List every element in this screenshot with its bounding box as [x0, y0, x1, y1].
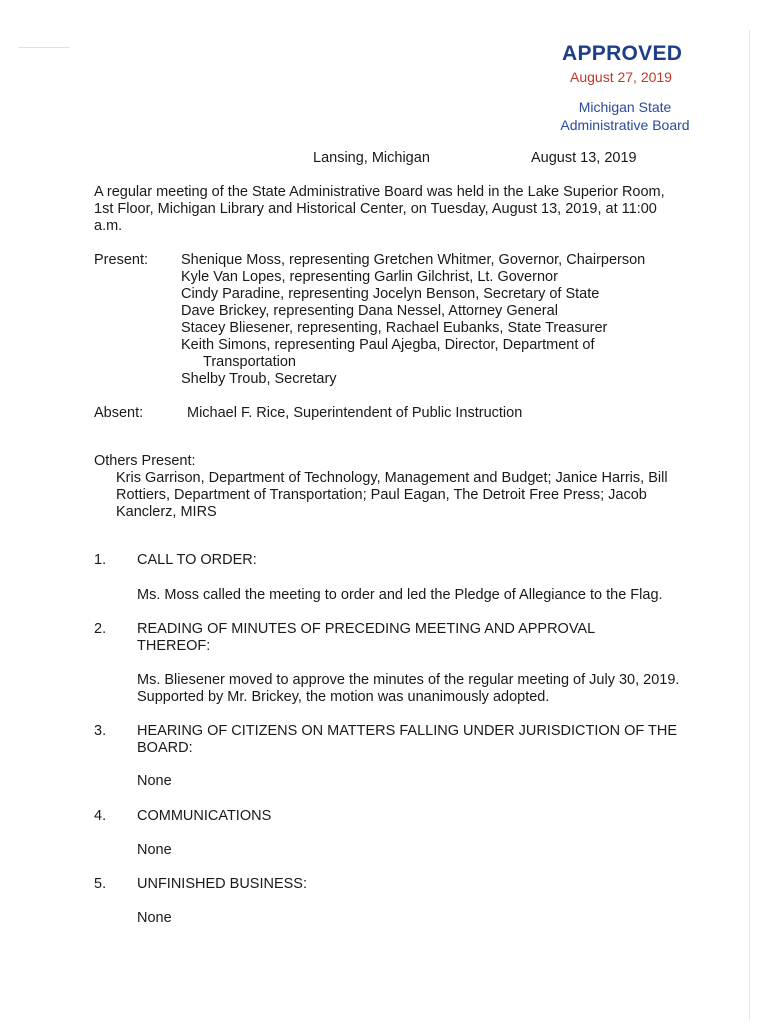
present-member: Kyle Van Lopes, representing Garlin Gilchrist, Lt. Governor: [181, 269, 558, 285]
intro-paragraph: [94, 184, 665, 235]
others-line: Rottiers, Department of Transportation; Paul Eagan, The Detroit Free Press; Jacob: [116, 487, 647, 503]
present-member: Shenique Moss, representing Gretchen Whitmer, Governor, Chairperson: [181, 252, 646, 268]
item-body: [137, 672, 679, 706]
scan-mark: [18, 47, 70, 48]
present-member: Cindy Paradine, representing Jocelyn Benson, Secretary of State: [181, 286, 600, 302]
item-body-line: Ms. Bliesener moved to approve the minutes of the regular meeting of July 30, 2019.: [137, 672, 680, 688]
others-label: Others Present:: [94, 453, 196, 469]
intro-line: a.m.: [94, 218, 123, 234]
approved-stamp: APPROVED: [562, 42, 683, 65]
item-number: 4.: [94, 808, 107, 824]
others-line: Kanclerz, MIRS: [116, 504, 217, 520]
present-member: Keith Simons, representing Paul Ajegba, Director, Department of: [181, 337, 595, 353]
approving-body-line1: Michigan State: [578, 99, 672, 115]
approving-body-line2: Administrative Board: [560, 117, 690, 133]
item-body: None: [137, 910, 172, 926]
item-heading: UNFINISHED BUSINESS:: [137, 876, 307, 892]
present-member: Dave Brickey, representing Dana Nessel, Attorney General: [181, 303, 558, 319]
item-heading: [137, 723, 677, 757]
others-line: Kris Garrison, Department of Technology, Management and Budget; Janice Harris, Bill: [116, 470, 668, 486]
item-body: None: [137, 773, 172, 789]
item-heading-line: HEARING OF CITIZENS ON MATTERS FALLING UNDER JURISDICTION OF THE: [137, 723, 678, 739]
absent-label: Absent:: [94, 405, 144, 421]
absent-member: Michael F. Rice, Superintendent of Public Instruction: [187, 405, 523, 421]
item-body-line: Supported by Mr. Brickey, the motion was unanimously adopted.: [137, 689, 550, 705]
meeting-date: August 13, 2019: [531, 150, 637, 166]
item-heading: COMMUNICATIONS: [137, 808, 272, 824]
item-body: None: [137, 842, 172, 858]
item-body: Ms. Moss called the meeting to order and led the Pledge of Allegiance to the Flag.: [137, 587, 663, 603]
present-label: Present:: [94, 252, 148, 268]
item-number: 5.: [94, 876, 107, 892]
present-member: Shelby Troub, Secretary: [181, 371, 337, 387]
item-heading-line: BOARD:: [137, 740, 193, 756]
others-list: [116, 470, 668, 521]
item-heading: [137, 621, 595, 655]
item-number: 2.: [94, 621, 107, 637]
present-member: Stacey Bliesener, representing, Rachael Eubanks, State Treasurer: [181, 320, 608, 336]
item-number: 3.: [94, 723, 107, 739]
item-heading: CALL TO ORDER:: [137, 552, 257, 568]
intro-line: A regular meeting of the State Administrative Board was held in the Lake Superior Room,: [94, 184, 665, 200]
present-list: [181, 252, 645, 388]
item-heading-line: THEREOF:: [137, 638, 211, 654]
page-edge: [749, 30, 750, 1020]
intro-line: 1st Floor, Michigan Library and Historical Center, on Tuesday, August 13, 2019, at 11:00: [94, 201, 657, 217]
present-member-continued: Transportation: [203, 354, 296, 370]
item-number: 1.: [94, 552, 107, 568]
meeting-location: Lansing, Michigan: [313, 150, 430, 166]
approval-date: August 27, 2019: [570, 69, 672, 85]
approving-body: [550, 98, 700, 134]
item-heading-line: READING OF MINUTES OF PRECEDING MEETING AND APPROVAL: [137, 621, 596, 637]
